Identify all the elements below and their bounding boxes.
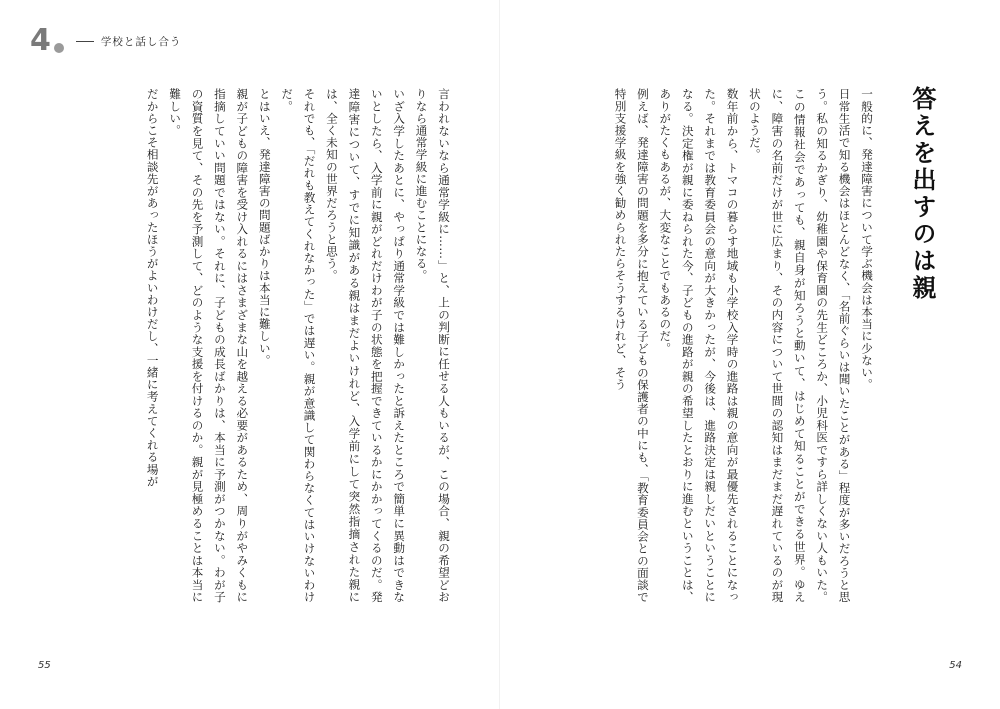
right-page [500, 0, 1000, 709]
paragraph: とはいえ、発達障害の問題ばかりは本当に難しい。 [257, 88, 272, 367]
chapter-title: 学校と話し合う [100, 35, 182, 48]
chapter-dot-icon [54, 43, 64, 53]
paragraph: それでも、「だれも教えてくれなかった」では遅い。親が意識して関わらなくてはいけないわけだ。 [280, 88, 317, 603]
page-number-right: 54 [949, 660, 962, 671]
chapter-dash [76, 41, 94, 42]
paragraph: だからこそ相談先があったほうがよいわけだし、一緒に考えてくれる場が [145, 88, 160, 488]
paragraph: 一般的に、発達障害について学ぶ機会は本当に少ない。 [860, 88, 874, 391]
paragraph: 日常生活で知る機会はほとんどなく、「名前ぐらいは聞いたことがある」程度が多いだろうと思う。私の知るかぎり、幼稚園や保育園の先生どころか、小児科医ですら詳しくない人もいた。この情報社会であっても、親自身が知ろうと動いて、はじめて知ることができる世界。ゆえに、障害の名前だけが世に広まり、その内容について世間の認知はまだまだ遅れているのが現状のようだ。 [747, 88, 852, 603]
section-heading: 答えを出すのは親 [908, 86, 936, 302]
left-body-text [95, 88, 455, 603]
paragraph: 数年前から、トマコの暮らす地域も小学校入学時の進路は親の意向が最優先されることになった。それまでは教育委員会の意向が大きかったが、今後は、進路決定は親しだいということになる。決定権が親に委ねられた今、子どもの進路が親の希望したとおりに進むということは、ありがたくもあるが、大変なことでもあるのだ。 [658, 88, 740, 603]
paragraph: いざ入学したあとに、やっぱり通常学級では難しかったと訴えたところで簡単に異動はできないとしたら、入学前に親がどれだけわが子の状態を把握できているかにかかってくるのだ。発達障害について、すでに知識がある親はまだよいけれど、入学前にして突然指摘された親には、全く未知の世界だろうと思う。 [324, 88, 407, 603]
paragraph: 例えば、発達障害の問題を多分に抱えている子どもの保護者の中にも、「教育委員会との面談で特別支援学級を強く勧められたらそうするけれど、そう [613, 88, 650, 603]
right-body-text [608, 88, 878, 603]
paragraph: 言われないなら通常学級に……」と、上の判断に任せる人もいるが、この場合、親の希望どおりなら通常学級に進むことになる。 [414, 88, 451, 603]
paragraph: 親が子どもの障害を受け入れるにはさまざまな山を越える必要があるため、周りがやみくもに指摘していい問題ではない。それに、子どもの成長ばかりは、本当に予測がつかない。わが子の資質を見て、その先を予測して、どのような支援を付けるのか。親が見極めることは本当に難しい。 [168, 88, 250, 603]
page-number-left: 55 [38, 660, 51, 671]
chapter-number: 4 [30, 23, 50, 58]
chapter-header [30, 23, 182, 58]
